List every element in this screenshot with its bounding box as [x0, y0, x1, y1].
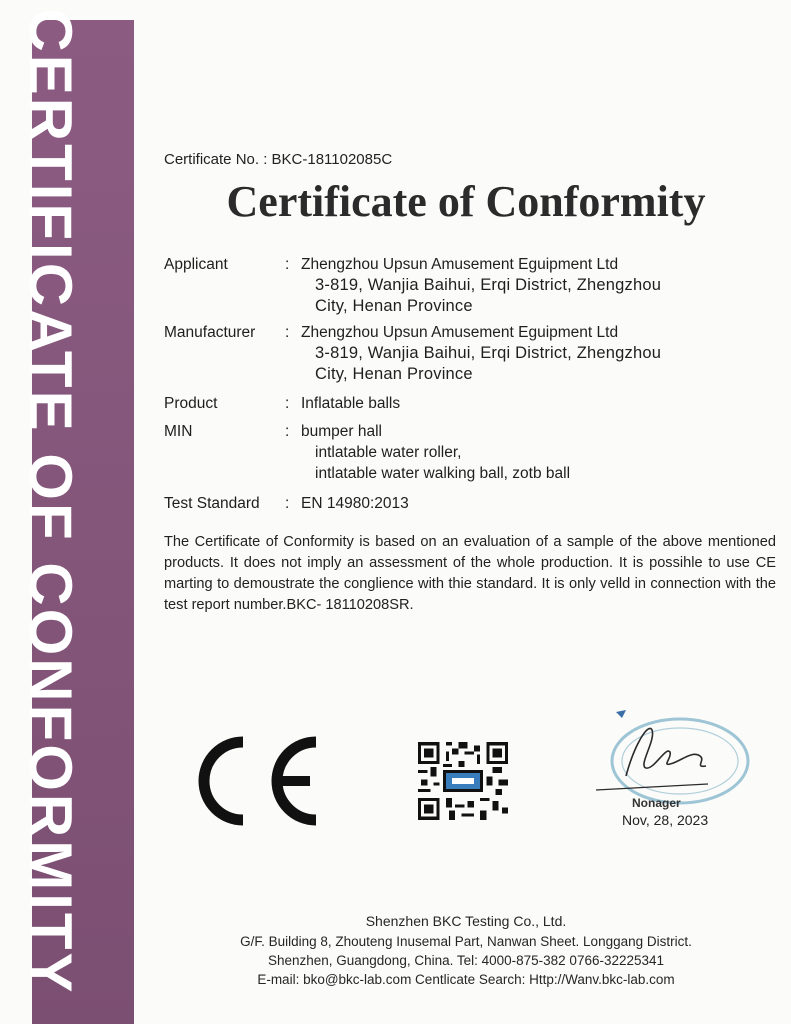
- applicant-colon: :: [285, 256, 290, 273]
- manufacturer-name: Zhengzhou Upsun Amusement Eguipment Ltd: [301, 324, 619, 341]
- product-label: Product: [164, 395, 218, 412]
- min-colon: :: [285, 423, 290, 440]
- applicant-address-line1: 3-819, Wanjia Baihui, Erqi District, Zhengzhou: [315, 276, 662, 294]
- product-colon: :: [285, 395, 290, 412]
- min-model-3: intlatable water walking ball, zotb ball: [315, 465, 571, 482]
- manufacturer-colon: :: [285, 324, 290, 341]
- conformity-statement: The Certificate of Conformity is based on an evaluation of a sample of the above mentioned products. It does not imply an assessment of the whole production. It is possihle to use CE marting to demoustrate the conglience with thie standard. It is only velld in connection with the test report number.BKC- 18110208SR.: [164, 534, 776, 613]
- issuer-company: Shenzhen BKC Testing Co., Ltd.: [365, 913, 567, 929]
- issuer-contact: E-mail: bko@bkc-lab.com Centlicate Search: Http://Wanv.bkc-lab.com: [257, 972, 675, 987]
- manufacturer-value: [301, 322, 721, 385]
- min-label: MIN: [164, 423, 193, 440]
- applicant-label: Applicant: [164, 256, 228, 273]
- min-value: [301, 421, 721, 484]
- product-value: Inflatable balls: [301, 395, 401, 412]
- ce-mark-icon: [188, 736, 324, 826]
- certificate-number: Certificate No. : BKC-181102085C: [164, 151, 393, 168]
- sidebar-title: CERTIFICATE OF CONFORMITY: [17, 8, 85, 996]
- test-standard-colon: :: [285, 495, 290, 512]
- applicant-value: [301, 254, 721, 317]
- qr-code-icon: [418, 742, 508, 820]
- min-model-1: bumper hall: [301, 423, 382, 440]
- manufacturer-address-line2: City, Henan Province: [315, 365, 473, 383]
- sidebar-title-wrapper: [18, 0, 84, 1004]
- applicant-address-line2: City, Henan Province: [315, 297, 473, 315]
- signature-date: Nov, 28, 2023: [622, 812, 709, 828]
- manufacturer-address-line1: 3-819, Wanjia Baihui, Erqi District, Zhengzhou: [315, 344, 662, 362]
- test-standard-label: Test Standard: [164, 495, 260, 512]
- page-title: Certificate of Conformity: [226, 177, 706, 226]
- applicant-name: Zhengzhou Upsun Amusement Eguipment Ltd: [301, 256, 619, 273]
- test-standard-value: EN 14980:2013: [301, 495, 409, 512]
- manufacturer-label: Manufacturer: [164, 324, 256, 341]
- issuer-phone: Shenzhen, Guangdong, China. Tel: 4000-875-382 0766-32225341: [267, 953, 665, 968]
- issuer-address: G/F. Building 8, Zhouteng Inusemal Part, Nanwan Sheet. Longgang District.: [240, 934, 692, 949]
- signature-name: Nonager: [632, 796, 681, 810]
- min-model-2: intlatable water roller,: [315, 444, 462, 461]
